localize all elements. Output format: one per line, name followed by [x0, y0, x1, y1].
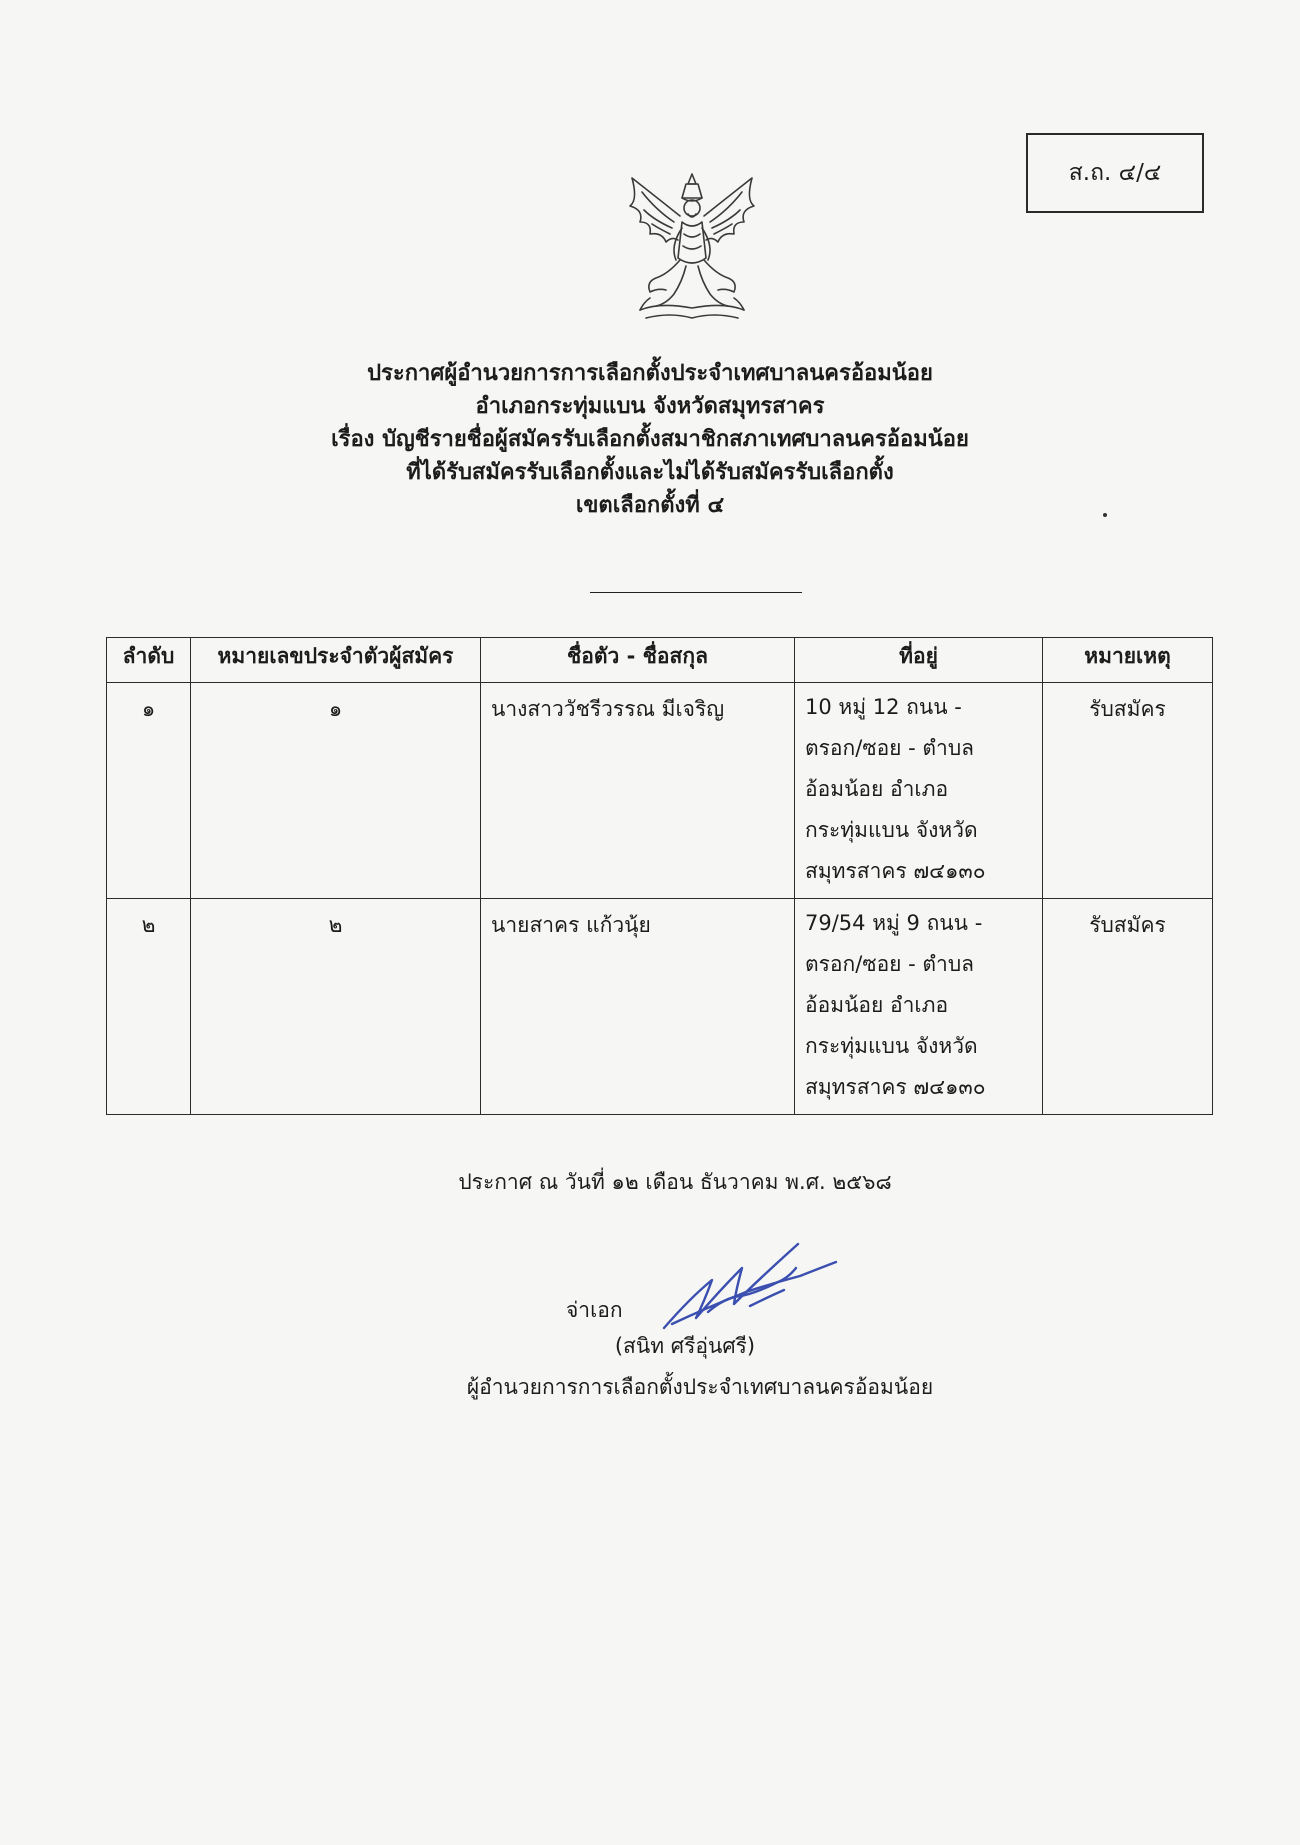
announcement-heading: [250, 357, 1050, 522]
table-row: [107, 683, 1213, 899]
address-line: สมุทรสาคร ๗๔๑๓๐: [805, 1075, 986, 1099]
row-candidate-no: ๒: [191, 899, 481, 1115]
form-code-box: [1026, 133, 1204, 213]
heading-line-5: เขตเลือกตั้งที่ ๔: [575, 493, 725, 518]
row-address: [795, 683, 1043, 899]
address-line: อ้อมน้อย อำเภอ: [805, 993, 949, 1017]
header-candidate-no: หมายเลขประจำตัวผู้สมัคร: [191, 638, 481, 683]
address-line: กระทุ่มแบน จังหวัด: [805, 818, 978, 842]
row-order: ๑: [107, 683, 191, 899]
row-candidate-no: ๑: [191, 683, 481, 899]
heading-line-3: เรื่อง บัญชีรายชื่อผู้สมัครรับเลือกตั้งสมาชิกสภาเทศบาลนครอ้อมน้อย: [331, 427, 969, 452]
table-header-row: [107, 638, 1213, 683]
header-remark: หมายเหตุ: [1043, 638, 1213, 683]
address-line: กระทุ่มแบน จังหวัด: [805, 1034, 978, 1058]
heading-line-4: ที่ได้รับสมัครรับเลือกตั้งและไม่ได้รับสมัครรับเลือกตั้ง: [406, 460, 894, 485]
address-line: 79/54 หมู่ 9 ถนน -: [805, 911, 983, 935]
row-name: นายสาคร แก้วนุ้ย: [481, 899, 795, 1115]
candidate-table: [106, 637, 1213, 1115]
scan-speck: [1103, 513, 1107, 517]
row-address: [795, 899, 1043, 1115]
address-line: 10 หมู่ 12 ถนน -: [805, 695, 962, 719]
signature-scribble: [650, 1228, 850, 1338]
header-name: ชื่อตัว - ชื่อสกุล: [481, 638, 795, 683]
address-line: สมุทรสาคร ๗๔๑๓๐: [805, 859, 986, 883]
address-line: ตรอก/ซอย - ตำบล: [805, 952, 975, 976]
address-line: อ้อมน้อย อำเภอ: [805, 777, 949, 801]
heading-line-2: อำเภอกระทุ่มแบน จังหวัดสมุทรสาคร: [475, 394, 825, 419]
signer-name: (สนิท ศรีอุ่นศรี): [614, 1334, 756, 1358]
heading-divider: [590, 592, 802, 593]
signer-rank: จ่าเอก: [566, 1298, 623, 1322]
row-remark: รับสมัคร: [1043, 683, 1213, 899]
header-order: ลำดับ: [107, 638, 191, 683]
row-order: ๒: [107, 899, 191, 1115]
header-address: ที่อยู่: [795, 638, 1043, 683]
garuda-emblem: [610, 170, 775, 330]
signer-position: ผู้อำนวยการการเลือกตั้งประจำเทศบาลนครอ้อมน้อย: [466, 1375, 934, 1399]
row-remark: รับสมัคร: [1043, 899, 1213, 1115]
address-line: ตรอก/ซอย - ตำบล: [805, 736, 975, 760]
heading-line-1: ประกาศผู้อำนวยการการเลือกตั้งประจำเทศบาลนครอ้อมน้อย: [367, 361, 933, 386]
table-row: [107, 899, 1213, 1115]
row-name: นางสาววัชรีวรรณ มีเจริญ: [481, 683, 795, 899]
announcement-date: ประกาศ ณ วันที่ ๑๒ เดือน ธันวาคม พ.ศ. ๒๕๖๘: [458, 1170, 892, 1194]
form-code: ส.ถ. ๔/๔: [1068, 160, 1162, 186]
